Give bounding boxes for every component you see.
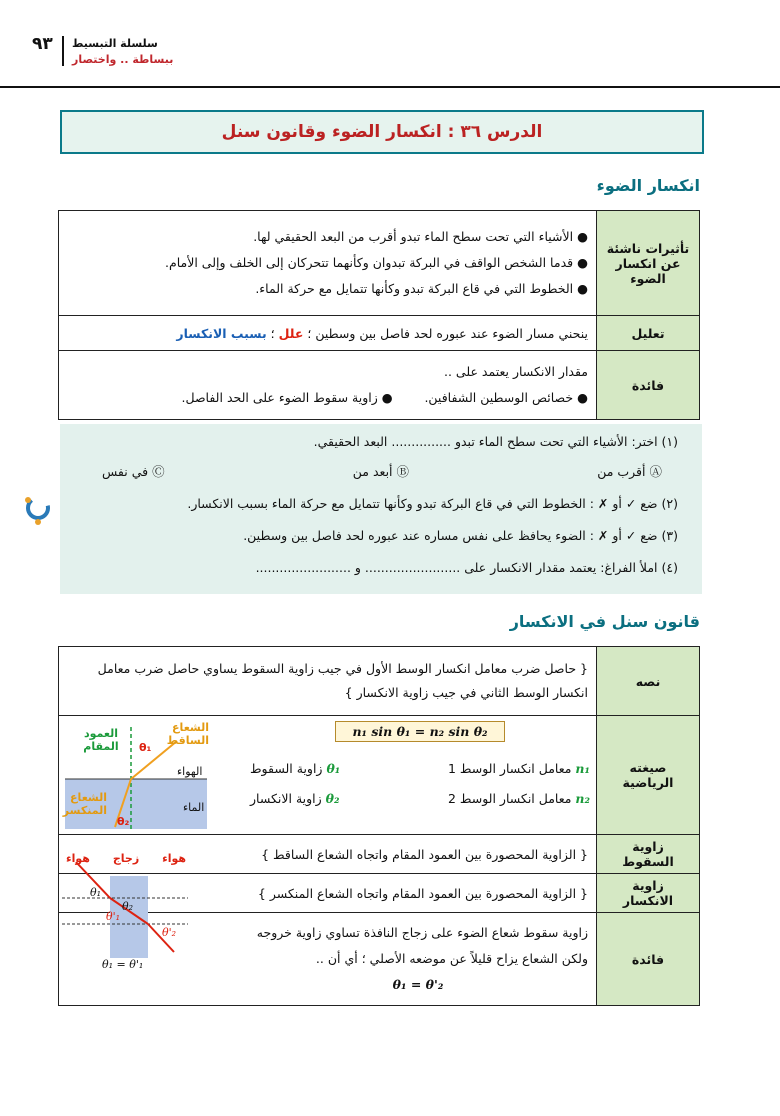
reason-keyword: علل (278, 325, 304, 341)
legend-n1: n₁ معامل انكسار الوسط 1 (447, 761, 590, 776)
snell-formula: n₁ sin θ₁ = n₂ sin θ₂ (335, 721, 504, 742)
formula-label: صيغته الرياضية (597, 716, 700, 835)
law-text: { حاصل ضرب معامل انكسار الوسط الأول في جيب زاوية السقوط يساوي حاصل ضرب معامل انكسار الوسط الثاني في جيب زاوية الانكسار } (59, 647, 597, 716)
question-4: (٤) املأ الفراغ: يعتمد مقدار الانكسار على ........................ و ........................ (255, 560, 678, 575)
effects-list (59, 211, 597, 316)
incidence-def: { الزاوية المحصورة بين العمود المقام واتجاه الشعاع الساقط } (59, 835, 597, 874)
reason-text: ينحني مسار الضوء عند عبوره لحد فاصل بين وسطين ؛ (307, 325, 588, 341)
incidence-label: زاوية السقوط (597, 835, 700, 874)
header-rule (0, 86, 780, 88)
legend-t2: θ₂ زاوية الانكسار (250, 791, 340, 806)
question-1-options (102, 462, 662, 480)
glass-t1: θ₁ (90, 886, 102, 899)
reason-cell: ينحني مسار الضوء عند عبوره لحد فاصل بين وسطين ؛ علل ؛ بسبب الانكسار (59, 316, 597, 351)
glass-t2: θ₂ (122, 900, 134, 913)
reason-answer: بسبب الانكسار (176, 325, 267, 341)
question-2: (٢) ضع ✓ أو ✗ : الخطوط التي في قاع البركة تبدو وكأنها تتمايل مع حركة الماء بسبب الانكسار. (187, 496, 678, 511)
effect-item: ● الخطوط التي في قاع البركة تبدو وكأنها تتمايل مع حركة الماء. (255, 281, 588, 296)
lesson-title: الدرس ٣٦ : انكسار الضوء وقانون سنل (60, 110, 704, 154)
series-subtitle: ببساطة .. واختصار (72, 53, 174, 66)
effect-text: الأشياء التي تحت سطح الماء تبدو أقرب من البعد الحقيقي لها. (253, 229, 574, 244)
benefit-item: زاوية سقوط الضوء على الحد الفاصل. (181, 390, 378, 405)
question-icon (20, 490, 56, 530)
option-a[interactable]: Ⓐ أقرب من (597, 464, 662, 479)
label-normal: العمود المقام (83, 727, 119, 753)
page-number: ٩٣ (32, 34, 53, 54)
refraction-def: { الزاوية المحصورة بين العمود المقام واتجاه الشعاع المنكسر } (59, 874, 597, 913)
glass-eq: θ₁ = θ'₁ (102, 958, 144, 971)
glass-benefit-label: فائدة (597, 913, 700, 1006)
glass-media-labels: هواء زجاج هواء (66, 852, 186, 865)
formula-block (250, 721, 590, 814)
benefit-row (59, 351, 700, 420)
glass-t1p: θ'₁ (106, 910, 121, 923)
refraction-label: زاوية الانكسار (597, 874, 700, 913)
series-name: سلسلة التبسيط (72, 37, 158, 50)
effect-text: الخطوط التي في قاع البركة تبدو وكأنها تتمايل مع حركة الماء. (255, 281, 574, 296)
effects-label: تأثيرات ناشئة عن انكسار الضوء (597, 211, 700, 316)
reason-row (59, 316, 700, 351)
glass-benefit-line1: زاوية سقوط شعاع الضوء على زجاج النافذة تساوي زاوية خروجه (256, 925, 588, 940)
benefit-item: خصائص الوسطين الشفافين. (424, 390, 574, 405)
text-row (59, 647, 700, 716)
formula-cell (59, 716, 597, 835)
label-air: الهواء (177, 765, 203, 778)
legend-n2: n₂ معامل انكسار الوسط 2 (447, 791, 590, 806)
label-theta2: θ₂ (117, 815, 130, 828)
formula-row (59, 716, 700, 835)
series-title (72, 36, 182, 68)
reason-label: تعليل (597, 316, 700, 351)
section-title-refraction: انكسار الضوء (596, 176, 700, 195)
benefit-intro: مقدار الانكسار يعتمد على .. (444, 364, 588, 379)
header-divider (62, 36, 64, 66)
question-1: (١) اختر: الأشياء التي تحت سطح الماء تبدو ............... البعد الحقيقي. (313, 434, 678, 449)
section-title-snell: قانون سنل في الانكسار (509, 612, 700, 631)
refraction-table (58, 210, 700, 420)
glass-benefit-eq: θ₁ = θ'₂ (392, 977, 444, 992)
label-incident: الشعاع الساقط (166, 721, 209, 747)
effect-item: ● قدما الشخص الواقف في البركة تبدوان وكأنهما تتحركان إلى الخلف وإلى الأمام. (165, 255, 588, 270)
questions-box (60, 424, 702, 594)
question-3: (٣) ضع ✓ أو ✗ : الضوء يحافظ على نفس مساره عند عبوره لحد فاصل بين وسطين. (243, 528, 678, 543)
benefit-items: ● خصائص الوسطين الشفافين. ● زاوية سقوط الضوء على الحد الفاصل. (181, 390, 588, 405)
option-b[interactable]: Ⓑ أبعد من (352, 464, 410, 479)
glass-diagram (62, 848, 188, 976)
refraction-diagram (62, 721, 250, 829)
effect-text: قدما الشخص الواقف في البركة تبدوان وكأنهما تتحركان إلى الخلف وإلى الأمام. (165, 255, 574, 270)
label-water: الماء (183, 801, 205, 814)
text-label: نصه (597, 647, 700, 716)
effect-item: ● الأشياء التي تحت سطح الماء تبدو أقرب من البعد الحقيقي لها. (253, 229, 588, 244)
glass-benefit-line2: ولكن الشعاع يزاح قليلاً عن موضعه الأصلي ؛ أي أن .. (315, 951, 588, 966)
benefit-cell (59, 351, 597, 420)
legend-t1: θ₁ زاوية السقوط (250, 761, 341, 776)
glass-t2p: θ'₂ (162, 926, 177, 939)
label-refracted: الشعاع المنكسر (62, 791, 107, 817)
label-theta1: θ₁ (139, 741, 152, 754)
option-c[interactable]: Ⓒ في نفس (102, 464, 165, 479)
effects-row (59, 211, 700, 316)
benefit-label: فائدة (597, 351, 700, 420)
